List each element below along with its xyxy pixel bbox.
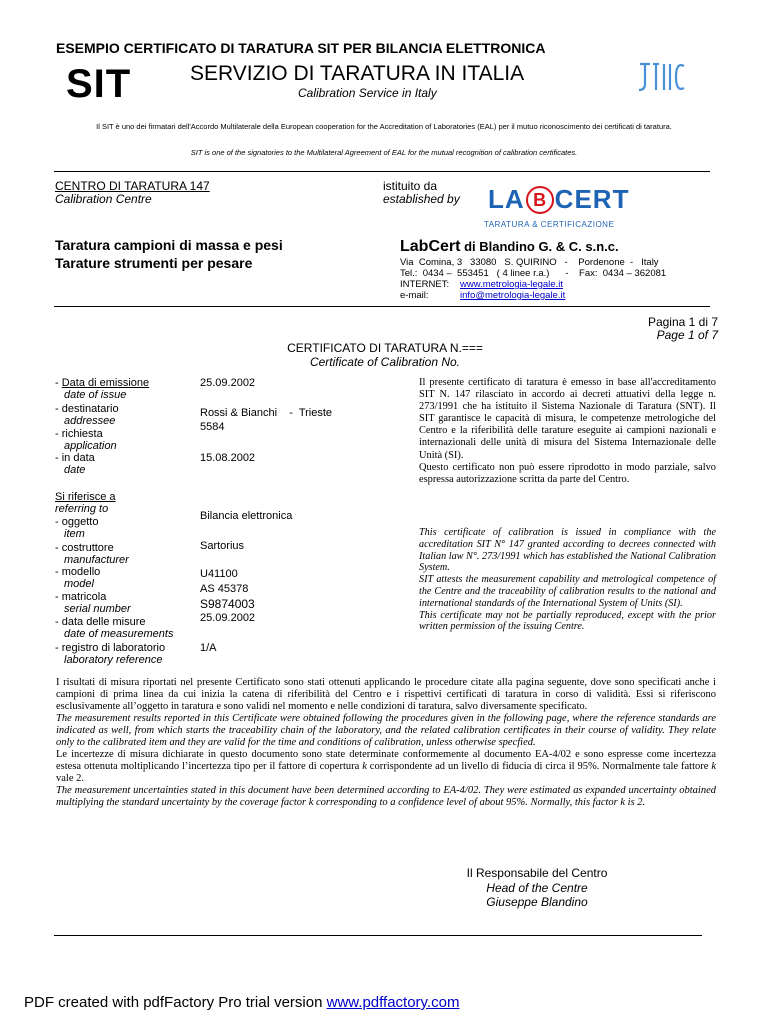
- established-label-en: established by: [383, 192, 460, 206]
- field-addressee-label-en: addressee: [64, 415, 116, 427]
- field-application-label-en: application: [64, 440, 117, 452]
- pdffactory-link[interactable]: www.pdffactory.com: [326, 994, 460, 1011]
- field-application-label: - richiesta: [55, 428, 103, 440]
- field-item-value: Bilancia elettronica: [200, 510, 293, 522]
- divider-centre: [54, 306, 710, 307]
- bottom-text: [56, 677, 716, 809]
- field-manufacturer-value: Sartorius: [200, 540, 245, 552]
- certificate-title-en: Certificate of Calibration No.: [309, 355, 461, 369]
- right-text-it: [419, 377, 716, 486]
- signature-title: Il Responsabile del Centro: [466, 866, 608, 880]
- divider-bottom: [54, 935, 702, 936]
- field-lab-ref-label: - registro di laboratorio: [55, 642, 166, 654]
- field-serial-value: AS 45378: [200, 583, 249, 595]
- field-item-label-en: item: [64, 528, 85, 540]
- bottom-paragraph-4: The measurement uncertainties stated in this document have been determined according to EA-4/02. They were estimated as expanded uncertainty obtained multiplying the standard uncertainty by the coverage factor k corresponding to a confidence level of about 95%. Normally, this factor k is 2.: [56, 785, 716, 808]
- company-email-label: e-mail:: [400, 290, 429, 301]
- field-addressee-label: - destinatario: [55, 403, 119, 415]
- logo-cert-text: CERT: [554, 184, 630, 214]
- company-name: [400, 238, 619, 256]
- right-paragraph-en-2: SIT attests the measurement capability and metrological competence of the Centre and the traceability of calibration results to the national and international standards of the International System of Units (SI).: [419, 574, 716, 609]
- centre-title-en: Calibration Centre: [55, 192, 152, 206]
- ea-logo-icon: [636, 60, 688, 94]
- field-lab-ref-label-en: laboratory reference: [64, 654, 163, 666]
- bottom-paragraph-2: The measurement results reported in this Certificate were obtained following the procedures given in the following page, where the reference standards are indicated as well, from which starts the traceability chain of the laboratory, and the related calibration certificates in their course of validity. They relate only to the calibrated item and they are valid for the time and conditions of calibration, unless otherwise specfied.: [56, 713, 716, 748]
- top-title: ESEMPIO CERTIFICATO DI TARATURA SIT PER BILANCIA ELETTRONICA: [56, 40, 546, 56]
- logo-subtitle: TARATURA & CERTIFICAZIONE: [484, 220, 615, 229]
- bottom-paragraph-1: I risultati di misura riportati nel presente Certificato sono stati ottenuti applicando le procedure citate alla pagina seguente, dove sono specificati anche i campioni di prima linea da cui inizia la catena di riferibilità del Centro e i rispettivi certificati di taratura in corso di validità. Essi si riferiscono esclusivamente all’oggetto in taratura e sono validi nel momento e nelle condizioni di taratura, salvo diversamente specificato.: [56, 677, 716, 712]
- pdf-footer: PDF created with pdfFactory Pro trial version www.pdffactory.com: [24, 994, 460, 1011]
- established-label: istituito da: [383, 179, 438, 193]
- field-measure-date-label-en: date of measurements: [64, 628, 174, 640]
- field-addressee-value: Rossi & Bianchi - Trieste: [200, 407, 333, 419]
- field-serial-value2: S9874003: [200, 597, 255, 611]
- refers-label: Si riferisce a: [55, 491, 116, 503]
- labcert-logo: [488, 184, 629, 216]
- logo-la-text: LA: [488, 184, 525, 214]
- certificate-title: CERTIFICATO DI TARATURA N.===: [287, 341, 483, 355]
- field-date-value: 15.08.2002: [200, 452, 256, 464]
- right-paragraph-it-1: Il presente certificato di taratura è emesso in base all'accreditamento SIT N. 147 rilasciato in accordo ai decreti attuativi della legge n. 273/1991 che ha istituito il Sistema Nazionale di Taratura (SNT). Il SIT garantisce le capacità di misura, le competenze metrologiche del Centro e la riferibilità delle tarature eseguite ai campioni nazionali e internazionali delle unità di misura del Sistema Internazionale delle Unità (SI).: [419, 377, 716, 461]
- right-paragraph-en-1: This certificate of calibration is issued in compliance with the accreditation SIT N° 147 granted according to decrees connected with Italian law N°. 273/1991 which has established the National Calibration System.: [419, 527, 716, 574]
- eal-statement-it: Il SIT è uno dei firmatari dell'Accordo Multilaterale della European cooperation for the Accreditation of Laboratories (EAL) per il mutuo riconoscimento dei certificati di taratura.: [96, 122, 672, 131]
- field-issue-date-label: - Data di emissione: [55, 377, 150, 389]
- field-date-label: - in data: [55, 452, 95, 464]
- field-model-value: U41100: [200, 568, 238, 580]
- right-text-en: [419, 527, 716, 633]
- field-serial-label-en: serial number: [64, 603, 131, 615]
- service-title: SERVIZIO DI TARATURA IN ITALIA: [190, 62, 525, 85]
- bottom-paragraph-3: Le incertezze di misura dichiarate in questo documento sono state determinate conformemente al documento EA-4/02 e sono espresse come incertezza estesa ottenuta moltiplicando l’incertezza tipo per il fattore di copertura k corrispondente ad un livello di fiducia di circa il 95%. Normalmente tale fattore k vale 2.: [56, 749, 716, 784]
- signature-name: Giuseppe Blandino: [486, 895, 588, 909]
- logo-b-badge: B: [526, 186, 554, 214]
- page-number: Pagina 1 di 7: [647, 315, 718, 329]
- field-measure-date-value: 25.09.2002: [200, 612, 256, 624]
- company-website-link[interactable]: www.metrologia-legale.it: [460, 279, 563, 290]
- field-addressee-value2: 5584: [200, 421, 225, 433]
- refers-label-en: referring to: [55, 503, 109, 515]
- company-email-link[interactable]: info@metrologia-legale.it: [460, 290, 566, 301]
- page-number-en: Page 1 of 7: [656, 328, 718, 342]
- field-issue-date-label-en: date of issue: [64, 389, 127, 401]
- field-measure-date-label: - data delle misure: [55, 616, 146, 628]
- company-name-bold: LabCert: [400, 238, 461, 255]
- company-name-rest: di Blandino G. & C. s.n.c.: [460, 239, 619, 254]
- signature-title-en: Head of the Centre: [486, 880, 588, 895]
- field-date-label-en: date: [64, 464, 86, 476]
- field-model-label-en: model: [64, 578, 94, 590]
- field-item-label: - oggetto: [55, 516, 99, 528]
- company-address: Via Comina, 3 33080 S. QUIRINO - Pordenone - Italy: [400, 257, 659, 268]
- scope-line-2: Tarature strumenti per pesare: [55, 255, 253, 271]
- right-paragraph-en-3: This certificate may not be partially reproduced, except with the prior written permission of the issuing Centre.: [419, 609, 716, 633]
- centre-title: CENTRO DI TARATURA 147: [55, 179, 210, 193]
- field-model-label: - modello: [55, 566, 101, 578]
- field-manufacturer-label-en: manufacturer: [64, 554, 129, 566]
- company-internet-label: INTERNET:: [400, 279, 450, 290]
- field-manufacturer-label: - costruttore: [55, 542, 114, 554]
- field-serial-label: - matricola: [55, 591, 107, 603]
- field-lab-ref-value: 1/A: [200, 642, 217, 654]
- right-paragraph-it-2: Questo certificato non può essere riprodotto in modo parziale, salvo espressa autorizzazione scritta da parte del Centro.: [419, 461, 716, 485]
- scope-line-1: Taratura campioni di massa e pesi: [55, 237, 283, 253]
- eal-statement-en: SIT is one of the signatories to the Multilateral Agreement of EAL for the mutual recognition of calibration certificates.: [190, 148, 578, 157]
- company-phone: Tel.: 0434 – 553451 ( 4 linee r.a.) - Fax: 0434 – 362081: [400, 268, 667, 279]
- field-issue-date-value: 25.09.2002: [200, 377, 256, 389]
- sit-logo-text: SIT: [66, 62, 132, 106]
- divider-top: [54, 171, 710, 172]
- service-subtitle: Calibration Service in Italy: [298, 86, 437, 100]
- signature-block: [430, 866, 644, 910]
